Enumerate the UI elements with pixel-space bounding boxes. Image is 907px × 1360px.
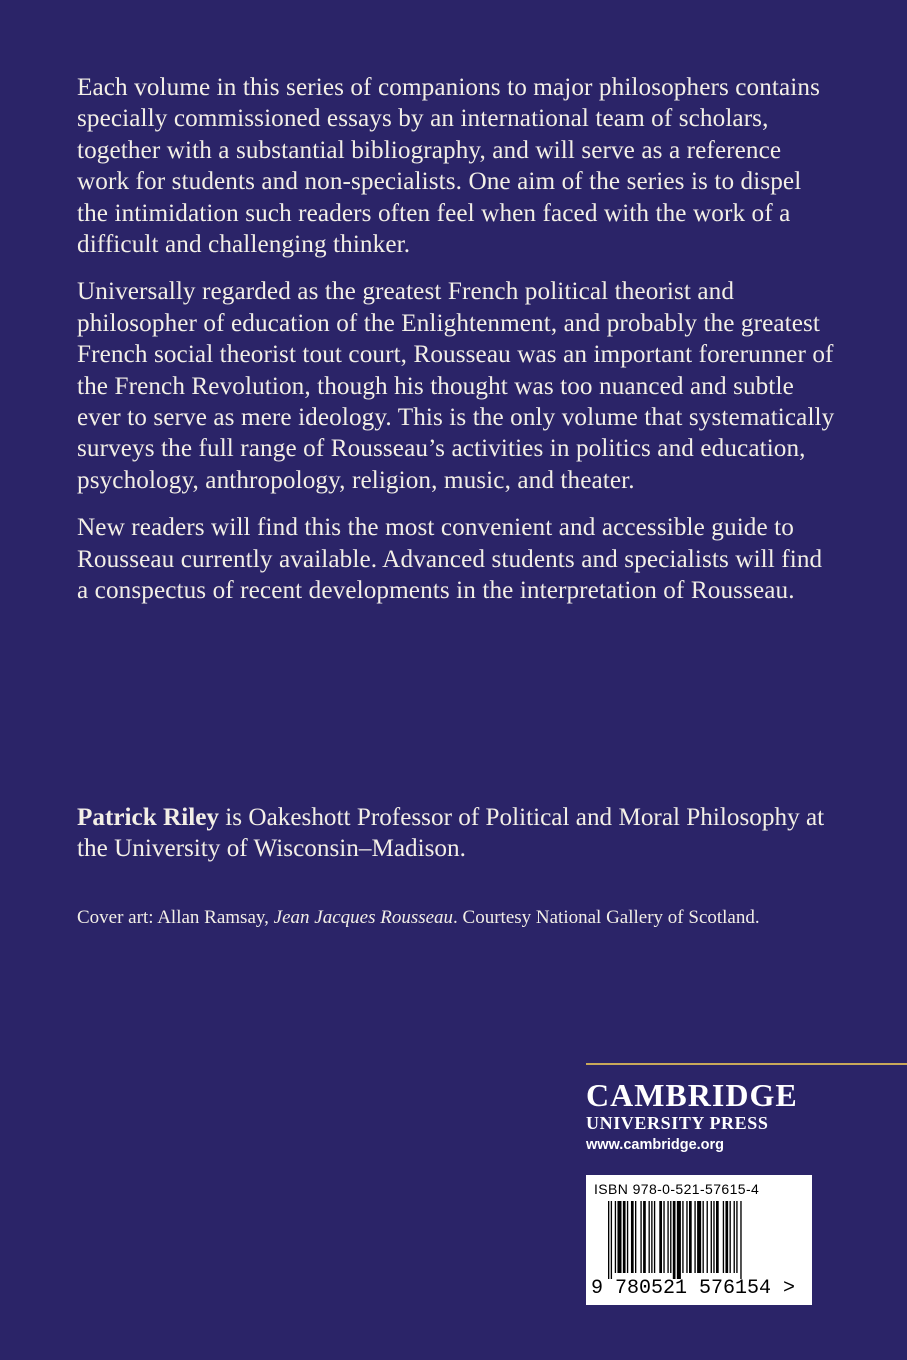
barcode-bar <box>686 1201 687 1273</box>
barcode-bar <box>667 1201 668 1273</box>
cover-credit-suffix: . Courtesy National Gallery of Scotland. <box>453 907 760 928</box>
barcode-bar <box>623 1201 626 1273</box>
barcode-bar <box>689 1201 692 1273</box>
barcode-bar <box>615 1201 616 1273</box>
barcode-bar <box>649 1201 650 1273</box>
barcode-bar <box>725 1201 728 1273</box>
blurb-paragraph-readers: New readers will find this the most convenient and accessible guide to Rousseau currently available. Advanced students and specialists will find a conspectus of recent developments in the interpretation of Rousseau. <box>77 514 823 605</box>
barcode-bar <box>703 1201 704 1273</box>
barcode-bar <box>713 1201 714 1273</box>
publisher-name: CAMBRIDGE <box>586 1077 798 1113</box>
barcode-bar <box>723 1201 724 1273</box>
barcode-bar <box>659 1201 662 1273</box>
publisher-url: www.cambridge.org <box>586 1137 725 1153</box>
publisher-subtitle: UNIVERSITY PRESS <box>586 1113 769 1133</box>
cover-art-title: Jean Jacques Rousseau <box>273 907 454 928</box>
barcode-bar <box>608 1201 609 1279</box>
blurb <box>77 72 837 623</box>
author-name: Patrick Riley <box>77 804 219 831</box>
barcode-bar <box>640 1201 641 1273</box>
barcode-bar <box>740 1201 741 1279</box>
barcode-bar <box>677 1201 681 1279</box>
barcode-bar <box>734 1201 735 1273</box>
isbn-barcode <box>586 1175 812 1305</box>
barcode-bar <box>654 1201 655 1273</box>
publisher-logo <box>586 1078 826 1156</box>
barcode-bar <box>711 1201 712 1273</box>
publisher-rule <box>586 1063 907 1065</box>
isbn-label: ISBN 978-0-521-57615-4 <box>594 1181 760 1197</box>
cover-credit-prefix: Cover art: Allan Ramsay, <box>77 907 274 928</box>
barcode-bar <box>617 1201 621 1273</box>
barcode-bar <box>663 1201 664 1273</box>
barcode-bar <box>697 1201 701 1273</box>
cover-credit <box>77 903 837 933</box>
barcode-bar <box>651 1201 652 1273</box>
barcode-bar <box>635 1201 636 1273</box>
blurb-paragraph-rousseau: Universally regarded as the greatest French political theorist and philosopher of education of the Enlightenment, and probably the greatest French social theorist tout court, Rousseau was an important forerunner of the French Revolution, though his thought was too nuanced and subtle ever to serve as mere ideology. This is the only volume that systematically surveys the full range of Rousseau’s activities in politics and education, psychology, anthropology, religion, music, and theater. <box>77 278 835 494</box>
barcode-bars <box>608 1201 798 1279</box>
author-bio <box>77 802 837 865</box>
author-bio-text: is Oakeshott Professor of Political and Moral Philosophy at the University of Wisconsin–Madison. <box>77 804 825 863</box>
barcode-bar <box>694 1201 695 1273</box>
barcode-bar <box>631 1201 634 1273</box>
barcode-bar <box>730 1201 731 1273</box>
barcode-bar <box>627 1201 628 1273</box>
barcode-bar <box>736 1201 737 1273</box>
barcode-bar <box>682 1201 683 1273</box>
barcode-bar <box>643 1201 646 1273</box>
barcode-bar <box>716 1201 719 1273</box>
barcode-digits: 9 780521 576154 > <box>591 1277 796 1300</box>
blurb-paragraph-series: Each volume in this series of companions to major philosophers contains specially commissioned essays by an international team of scholars, together with a substantial bibliography, and will serve as a reference work for students and non-specialists. One aim of the series is to dispel the intimidation such readers often feel when faced with the work of a difficult and challenging thinker. <box>77 74 820 259</box>
barcode-bar <box>673 1201 676 1279</box>
barcode-bar <box>707 1201 708 1273</box>
barcode-bar <box>670 1201 671 1273</box>
barcode-bar <box>611 1201 612 1279</box>
